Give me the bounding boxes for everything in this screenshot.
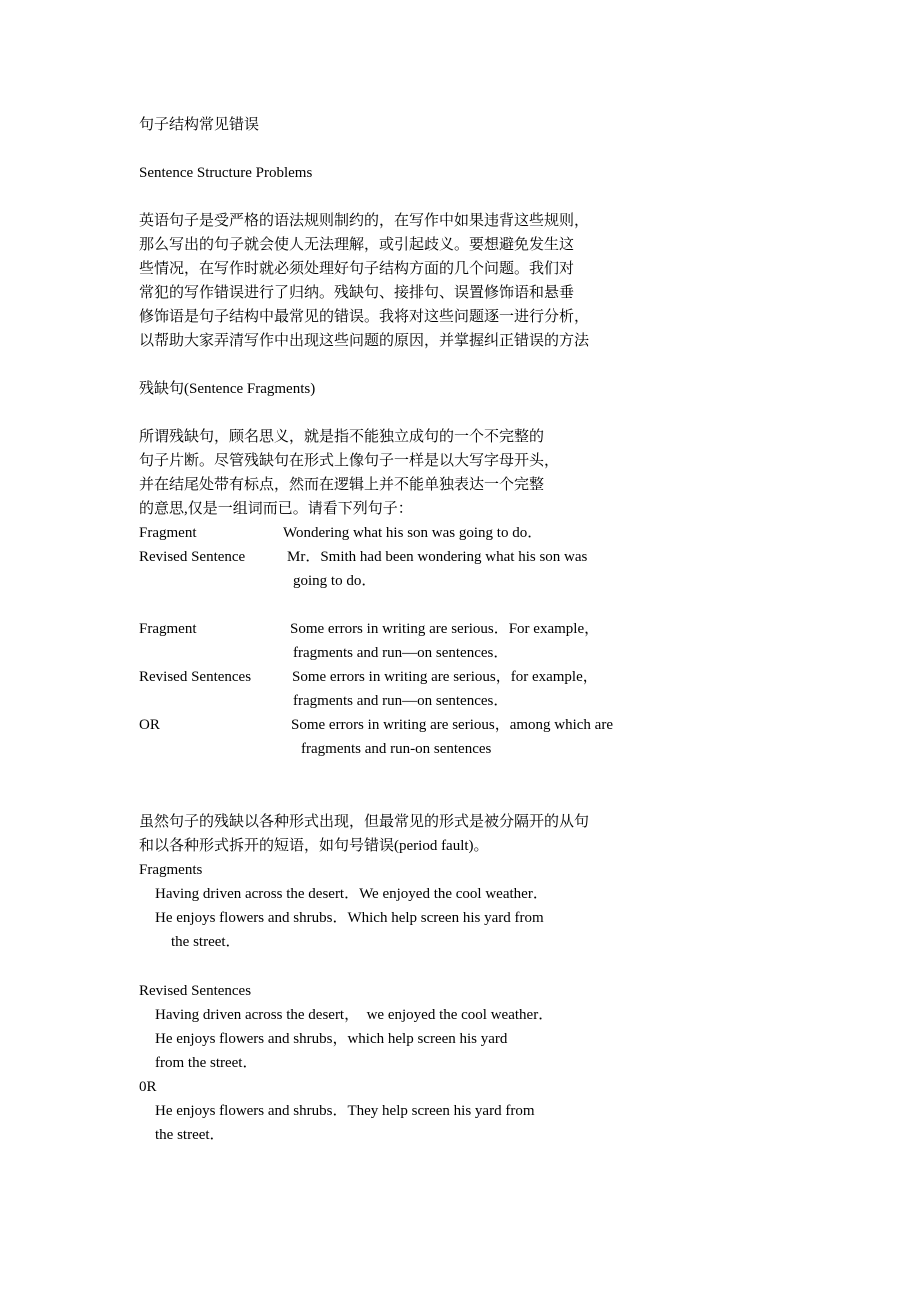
definition-line: 并在结尾处带有标点，然而在逻辑上并不能单独表达一个完整	[139, 477, 545, 493]
fragments-label: Fragments	[139, 862, 203, 878]
revised-label: Revised Sentences	[139, 669, 252, 685]
revised-text: Some errors in writing are serious，for example，	[292, 669, 598, 685]
revised-example: He enjoys flowers and shrubs．They help screen his yard from	[155, 1103, 535, 1119]
fragment-label: Fragment	[139, 621, 197, 637]
or-label: 0R	[139, 1079, 157, 1095]
revised-example: Having driven across the desert， we enjoyed the cool weather．	[155, 1007, 554, 1023]
fragment-example: the street．	[171, 934, 241, 950]
revised-example: He enjoys flowers and shrubs，which help screen his yard	[155, 1031, 508, 1047]
title-english: Sentence Structure Problems	[139, 165, 313, 181]
forms-line: 虽然句子的残缺以各种形式出现，但最常见的形式是被分隔开的从句	[139, 814, 590, 830]
revised-example: from the street．	[155, 1055, 258, 1071]
revised-text: fragments and run—on sentences．	[293, 693, 509, 709]
intro-line: 些情况，在写作时就必须处理好句子结构方面的几个问题。我们对	[139, 261, 575, 277]
fragment-example: Having driven across the desert．We enjoyed the cool weather．	[155, 886, 548, 902]
or-label: OR	[139, 717, 160, 733]
title-chinese: 句子结构常见错误	[139, 117, 260, 133]
fragment-text: Some errors in writing are serious．For example，	[290, 621, 600, 637]
definition-line: 所谓残缺句，顾名思义，就是指不能独立成句的一个不完整的	[139, 429, 545, 445]
revised-sentences-label: Revised Sentences	[139, 983, 252, 999]
definition-line: 的意思,仅是一组词而已。请看下列句子：	[139, 501, 413, 517]
revised-text: going to do．	[293, 573, 377, 589]
fragment-label: Fragment	[139, 525, 197, 541]
revised-label: Revised Sentence	[139, 549, 246, 565]
intro-line: 修饰语是句子结构中最常见的错误。我将对这些问题逐一进行分析，	[139, 309, 590, 325]
definition-line: 句子片断。尽管残缺句在形式上像句子一样是以大写字母开头，	[139, 453, 560, 469]
fragment-text: fragments and run—on sentences．	[293, 645, 509, 661]
intro-line: 以帮助大家弄清写作中出现这些问题的原因，并掌握纠正错误的方法	[139, 333, 590, 349]
revised-example: the street．	[155, 1127, 225, 1143]
forms-line: 和以各种形式拆开的短语，如句号错误(period fault)。	[139, 838, 489, 854]
or-text: fragments and run-on sentences	[301, 741, 492, 757]
or-text: Some errors in writing are serious，among which are	[291, 717, 613, 733]
revised-text: Mr．Smith had been wondering what his son was	[287, 549, 588, 565]
intro-line: 那么写出的句子就会使人无法理解，或引起歧义。要想避免发生这	[139, 237, 575, 253]
fragment-text: Wondering what his son was going to do．	[283, 525, 543, 541]
intro-line: 英语句子是受严格的语法规则制约的，在写作中如果违背这些规则，	[139, 213, 590, 229]
fragment-example: He enjoys flowers and shrubs．Which help screen his yard from	[155, 910, 544, 926]
section-heading: 残缺句(Sentence Fragments)	[139, 381, 316, 397]
intro-line: 常犯的写作错误进行了归纳。残缺句、接排句、误置修饰语和悬垂	[139, 285, 575, 301]
